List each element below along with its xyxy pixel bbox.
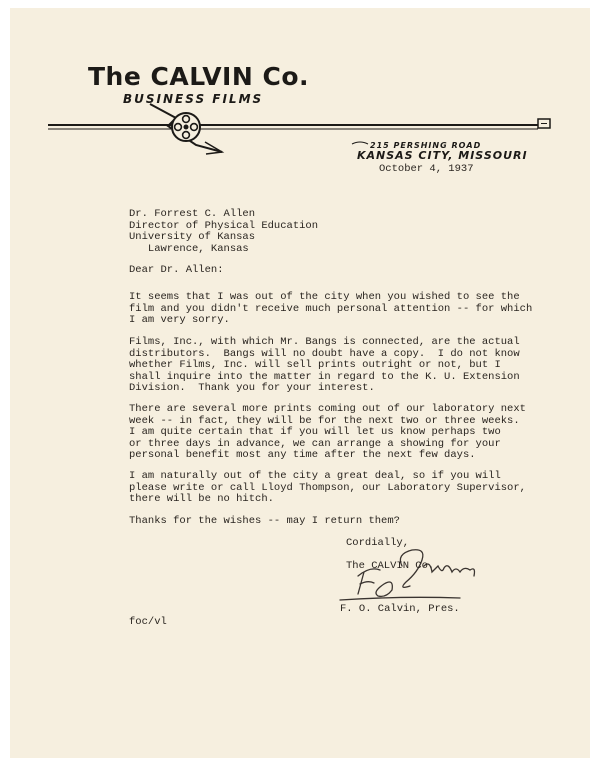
closing: Cordially, [346,537,410,549]
paragraph-4 [129,471,549,506]
paragraph-3 [129,404,549,462]
paragraph-2 [129,337,549,395]
text-line: I am naturally out of the city a great deal, so if you will [129,470,501,482]
address-city: KANSAS CITY, MISSOURI [357,149,528,162]
letter-date: October 4, 1937 [379,163,474,175]
text-line: week -- in fact, they will be for the next two or three weeks. [129,414,520,427]
paragraph-1 [129,292,549,327]
text-line: personal benefit most any time after the next few days. [129,449,476,462]
text-line: Division. Thank you for your interest. [129,382,375,395]
text-line: whether Films, Inc. will sell prints outright or not, but I [129,359,501,372]
recipient-address [129,209,318,255]
address-flourish [352,142,368,144]
text-line: I am very sorry. [129,314,230,327]
recipient-line: Lawrence, Kansas [129,242,249,255]
text-line: there will be no hitch. [129,493,274,506]
text-line: It seems that I was out of the city when you wished to see the [129,291,520,303]
recipient-line: University of Kansas [129,231,256,243]
text-line: Thanks for the wishes -- may I return them? [129,515,400,527]
signer-name: F. O. Calvin, Pres. [340,603,460,615]
salutation: Dear Dr. Allen: [129,264,224,276]
paragraph-5 [129,516,549,528]
reference-initials: foc/vl [129,616,167,628]
text-line: film and you didn't receive much personal attention -- for which [129,302,533,315]
text-line: or three days in advance, we can arrange a showing for your [129,437,501,450]
recipient-line: Director of Physical Education [129,219,319,232]
text-line: I am quite certain that if you will let us know perhaps two [129,426,501,439]
company-signature: The CALVIN Co. [346,560,435,572]
recipient-line: Dr. Forrest C. Allen [129,208,256,220]
text-line: Films, Inc., with which Mr. Bangs is connected, are the actual [129,336,520,348]
address-street: 215 PERSHING ROAD [370,141,482,150]
text-line: There are several more prints coming out of our laboratory next [129,403,526,415]
company-name: The CALVIN Co. [88,62,309,91]
text-line: distributors. Bangs will no doubt have a copy. I do not know [129,347,520,360]
text-line: please write or call Lloyd Thompson, our Laboratory Supervisor, [129,481,526,494]
company-tagline: BUSINESS FILMS [123,92,264,106]
film-reel-icon [172,113,200,141]
text-line: shall inquire into the matter in regard to the K. U. Extension [129,370,520,383]
handwritten-signature [340,550,475,600]
